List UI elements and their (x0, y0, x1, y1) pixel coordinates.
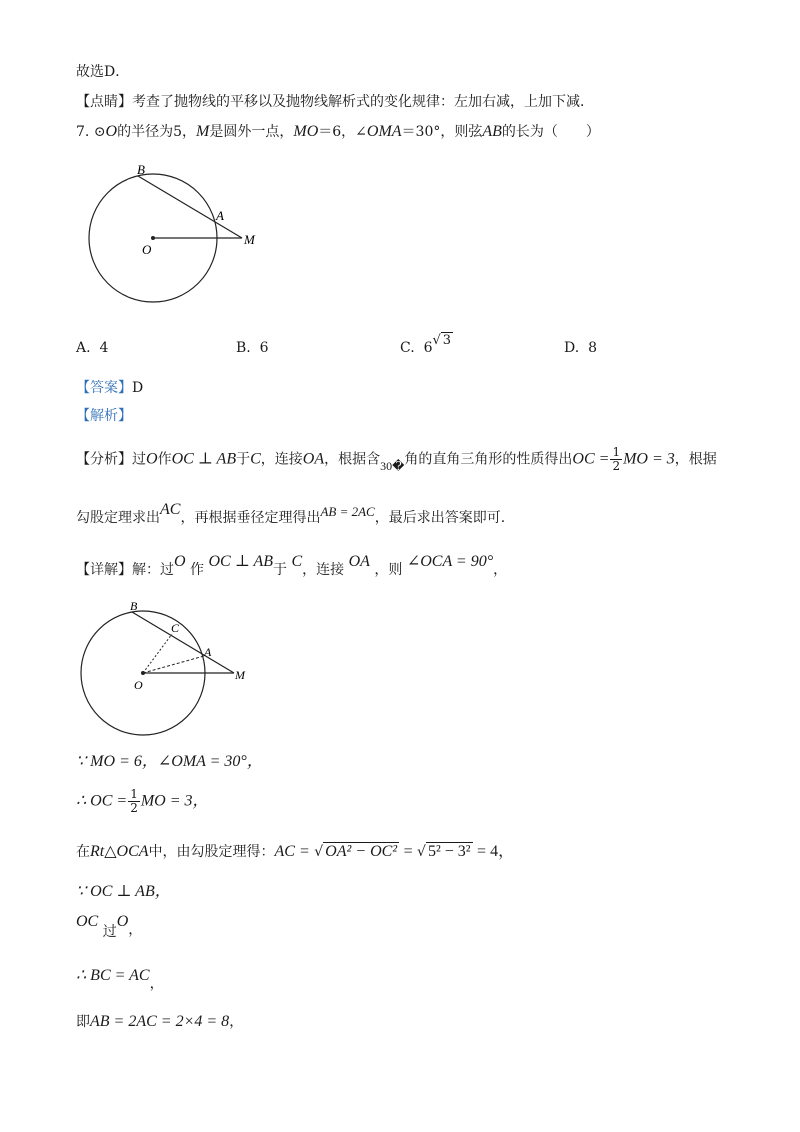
label-c-2: C (171, 621, 180, 635)
fenxi-c: C (250, 450, 261, 468)
step-1: ∵ MO = 6，∠OMA = 30°， (76, 753, 263, 770)
fenxi-tag: 【分析】 (76, 451, 132, 468)
detail-expr1: OC ⊥ AB (208, 553, 273, 570)
label-o-2: O (134, 678, 143, 692)
stem-oma: OMA (366, 123, 402, 140)
line-bm-2 (132, 612, 234, 673)
step5-o: O (116, 913, 129, 930)
fenxi-frac-den: 2 (612, 459, 621, 473)
detail-t6: ， (493, 562, 508, 578)
step5-oc: OC (76, 913, 99, 930)
analysis-tag: 【解析】 (76, 408, 132, 424)
answer-tag: 【答案】 (76, 380, 132, 396)
point-o-2 (141, 671, 145, 675)
answer-line (76, 378, 143, 398)
stem-text-5: 的长为（ ） (501, 124, 600, 140)
fenxi-line-1 (76, 446, 717, 473)
choice-d-letter: D. (564, 340, 580, 356)
fenxi-eq-lhs: OC = (572, 450, 610, 468)
step-6 (76, 966, 164, 992)
question-number: 7. (76, 124, 90, 140)
fenxi-frac-num: 1 (612, 445, 621, 459)
stem-text-2: 是圆外一点， (209, 124, 294, 140)
step-5 (76, 912, 143, 940)
line-oc-dashed (143, 634, 172, 673)
fenxi-deg: 30� (380, 458, 405, 473)
label-b-2: B (130, 599, 138, 613)
fenxi-expr1: OC ⊥ AB (171, 450, 237, 468)
detail-t5: ，则 (374, 562, 403, 578)
step6-end: ， (149, 976, 164, 992)
step3-a: AC = (274, 843, 310, 860)
fenxi-eq-rhs: MO = 3 (623, 450, 675, 468)
choice-b-value: 6 (259, 340, 269, 356)
choice-b-letter: B. (236, 340, 251, 356)
comment-tag: 【点睛】 (76, 94, 132, 110)
stem-mo: MO (293, 123, 319, 140)
detail-t1: 解：过 (132, 562, 174, 578)
figure-circle-2 (78, 598, 268, 738)
step6-expr: ∴ BC = AC (76, 967, 150, 984)
detail-t3: 于 (273, 562, 287, 578)
step2-rhs: MO = 3， (140, 792, 209, 810)
step3-eq: = (403, 843, 413, 860)
fenxi-t4: ，连接 (260, 451, 303, 468)
step2-den: 2 (130, 801, 138, 815)
detail-t4: ，连接 (302, 562, 345, 578)
step2-fraction (128, 788, 140, 815)
fenxi-l2-t1: 勾股定理求出 (76, 510, 160, 526)
step2-lhs: ∴ OC = (76, 792, 128, 810)
circle-symbol: ⊙ (93, 124, 106, 140)
choice-c-radical: 3 (442, 333, 452, 348)
fenxi-l2-t3: ，最后求出答案即可. (374, 510, 506, 526)
detail-oa: OA (348, 553, 370, 570)
line-oa-dashed (143, 656, 204, 673)
answer-value: D (132, 380, 144, 396)
step3-tri: Rt△OCA (90, 843, 149, 860)
step7-end: ， (229, 1014, 244, 1030)
fenxi-t6: 角的直角三角形的性质得出 (404, 451, 573, 468)
choice-a[interactable] (76, 340, 108, 356)
stem-o: O (105, 123, 118, 140)
fenxi-t3: 于 (236, 451, 251, 468)
stem-m: M (196, 123, 210, 140)
choice-c-value: 6 (423, 340, 433, 356)
prev-comment (76, 92, 594, 112)
detail-c: C (291, 553, 303, 570)
fenxi-ac: AC (160, 501, 181, 518)
fenxi-line-2 (76, 501, 506, 528)
fenxi-t5: ，根据含 (324, 451, 381, 468)
choice-a-value: 4 (99, 340, 109, 356)
detail-o: O (174, 553, 186, 570)
stem-text-4: ＝30°，则弦 (401, 124, 483, 140)
choice-c-letter: C. (400, 340, 415, 356)
step-7 (76, 1012, 243, 1032)
fenxi-oa: OA (302, 450, 325, 468)
step3-end: = 4， (477, 843, 515, 860)
step7-expr: AB = 2AC = 2×4 = 8 (90, 1013, 230, 1030)
step7-pre: 即 (76, 1014, 90, 1030)
step3-rad2: 5² − 3² (427, 843, 471, 860)
label-a-2: A (204, 645, 212, 659)
choice-d-value: 8 (588, 340, 598, 356)
detail-tag: 【详解】 (76, 562, 132, 578)
figure-circle-1 (80, 158, 280, 308)
label-a: A (216, 208, 224, 223)
question-stem (76, 122, 600, 142)
stem-text-3: ＝6，∠ (318, 124, 367, 140)
step3-pre: 在 (76, 844, 90, 860)
choice-d[interactable] (564, 340, 597, 356)
detail-line-1 (76, 553, 508, 580)
step5-guo: 过 (102, 924, 117, 940)
step-3: 在Rt△OCA中，由勾股定理得：AC = √ OA² − OC² = √ 5² − 3² = 4， (76, 843, 515, 860)
label-m: M (244, 232, 255, 247)
fenxi-fraction (610, 446, 622, 473)
label-o: O (142, 242, 152, 257)
choice-b[interactable] (236, 340, 269, 356)
stem-ab: AB (482, 123, 502, 140)
step2-num: 1 (130, 787, 138, 801)
fenxi-t2: 作 (157, 451, 172, 468)
fenxi-o: O (146, 450, 158, 468)
label-b: B (137, 162, 145, 177)
step3-rad1: OA² − OC² (325, 843, 398, 860)
step-2 (76, 788, 209, 815)
step5-end: ， (128, 922, 143, 938)
choice-c[interactable]: C. 6√ 3 (400, 333, 452, 356)
point-o (151, 236, 155, 240)
label-m-2: M (235, 668, 245, 682)
step3-mid: 中，由勾股定理得： (148, 844, 275, 860)
stem-text-1: 的半径为5， (117, 124, 197, 140)
fenxi-ab2ac: AB = 2AC (320, 504, 375, 519)
prev-conclusion: 故选D． (76, 64, 130, 80)
step-4: ∵ OC ⊥ AB， (76, 883, 171, 900)
fenxi-t7: ，根据 (674, 451, 717, 468)
fenxi-t1: 过 (132, 451, 146, 468)
fenxi-l2-t2: ，再根据垂径定理得出 (180, 510, 321, 526)
choice-a-letter: A. (76, 340, 91, 356)
detail-t2: 作 (190, 562, 205, 578)
detail-angle: ∠OCA = 90° (406, 553, 494, 570)
comment-text: 考查了抛物线的平移以及抛物线解析式的变化规律：左加右减，上加下减． (132, 94, 594, 110)
